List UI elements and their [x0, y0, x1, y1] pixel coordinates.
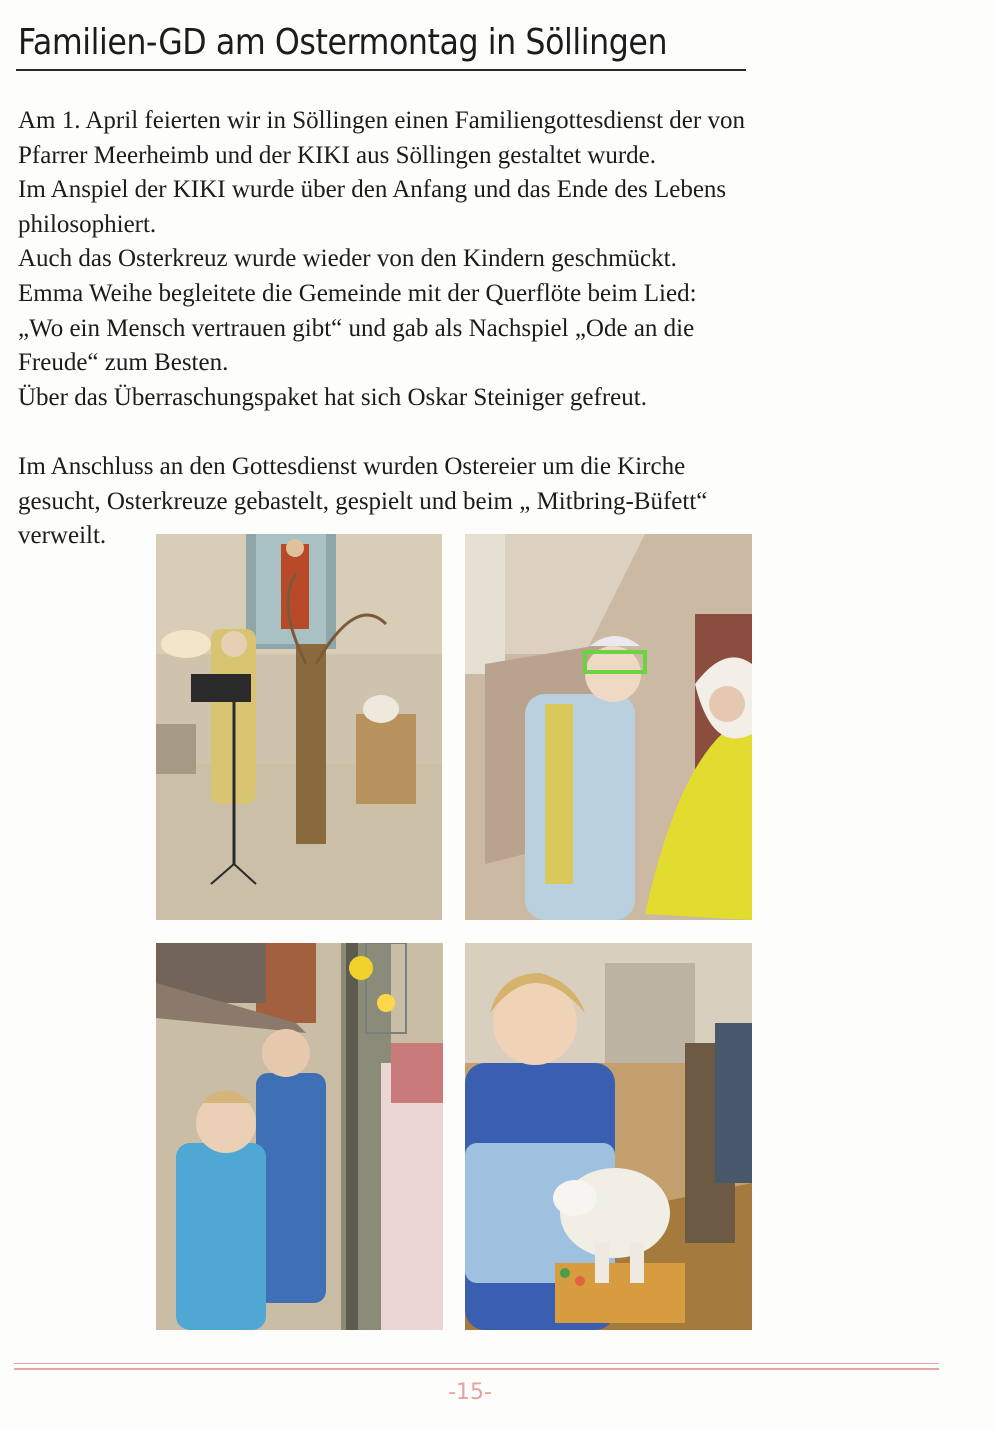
paragraph-gap [18, 415, 958, 450]
text-line: Auch das Osterkreuz wurde wieder von den Kindern geschmückt. [18, 245, 677, 273]
text-line: Am 1. April feierten wir in Söllingen einen Familiengottesdienst der von [18, 107, 745, 134]
title-underline [16, 69, 746, 71]
text-line: Im Anspiel der KIKI wurde über den Anfang und das Ende des Lebens [18, 176, 727, 204]
text-line: philosophiert. [18, 210, 157, 238]
text-line: Emma Weihe begleitete die Gemeinde mit der Querflöte beim Lied: [18, 279, 697, 307]
text-line: verweilt. [18, 522, 107, 550]
photo-surprise-package [465, 943, 752, 1330]
text-line: gesucht, Osterkreuze gebastelt, gespielt und beim „ Mitbring-Büfett“ [18, 487, 708, 515]
photo-cross-decorating [156, 943, 443, 1330]
photo-flute-player [156, 534, 442, 920]
page-title: Familien-GD am Ostermontag in Söllingen [18, 22, 668, 63]
article-text [18, 104, 958, 554]
footer-rule [14, 1363, 939, 1370]
text-line: Im Anschluss an den Gottesdienst wurden Ostereier um die Kirche [18, 452, 686, 480]
text-line: Freude“ zum Besten. [18, 349, 229, 377]
text-line: Über das Überraschungspaket hat sich Oskar Steiniger gefreut. [18, 383, 647, 411]
page-number: -15- [448, 1380, 492, 1405]
photo-play-children [465, 534, 752, 920]
text-line: „Wo ein Mensch vertrauen gibt“ und gab als Nachspiel „Ode an die [18, 314, 695, 342]
text-line: Pfarrer Meerheimb und der KIKI aus Söllingen gestaltet wurde. [18, 141, 657, 169]
